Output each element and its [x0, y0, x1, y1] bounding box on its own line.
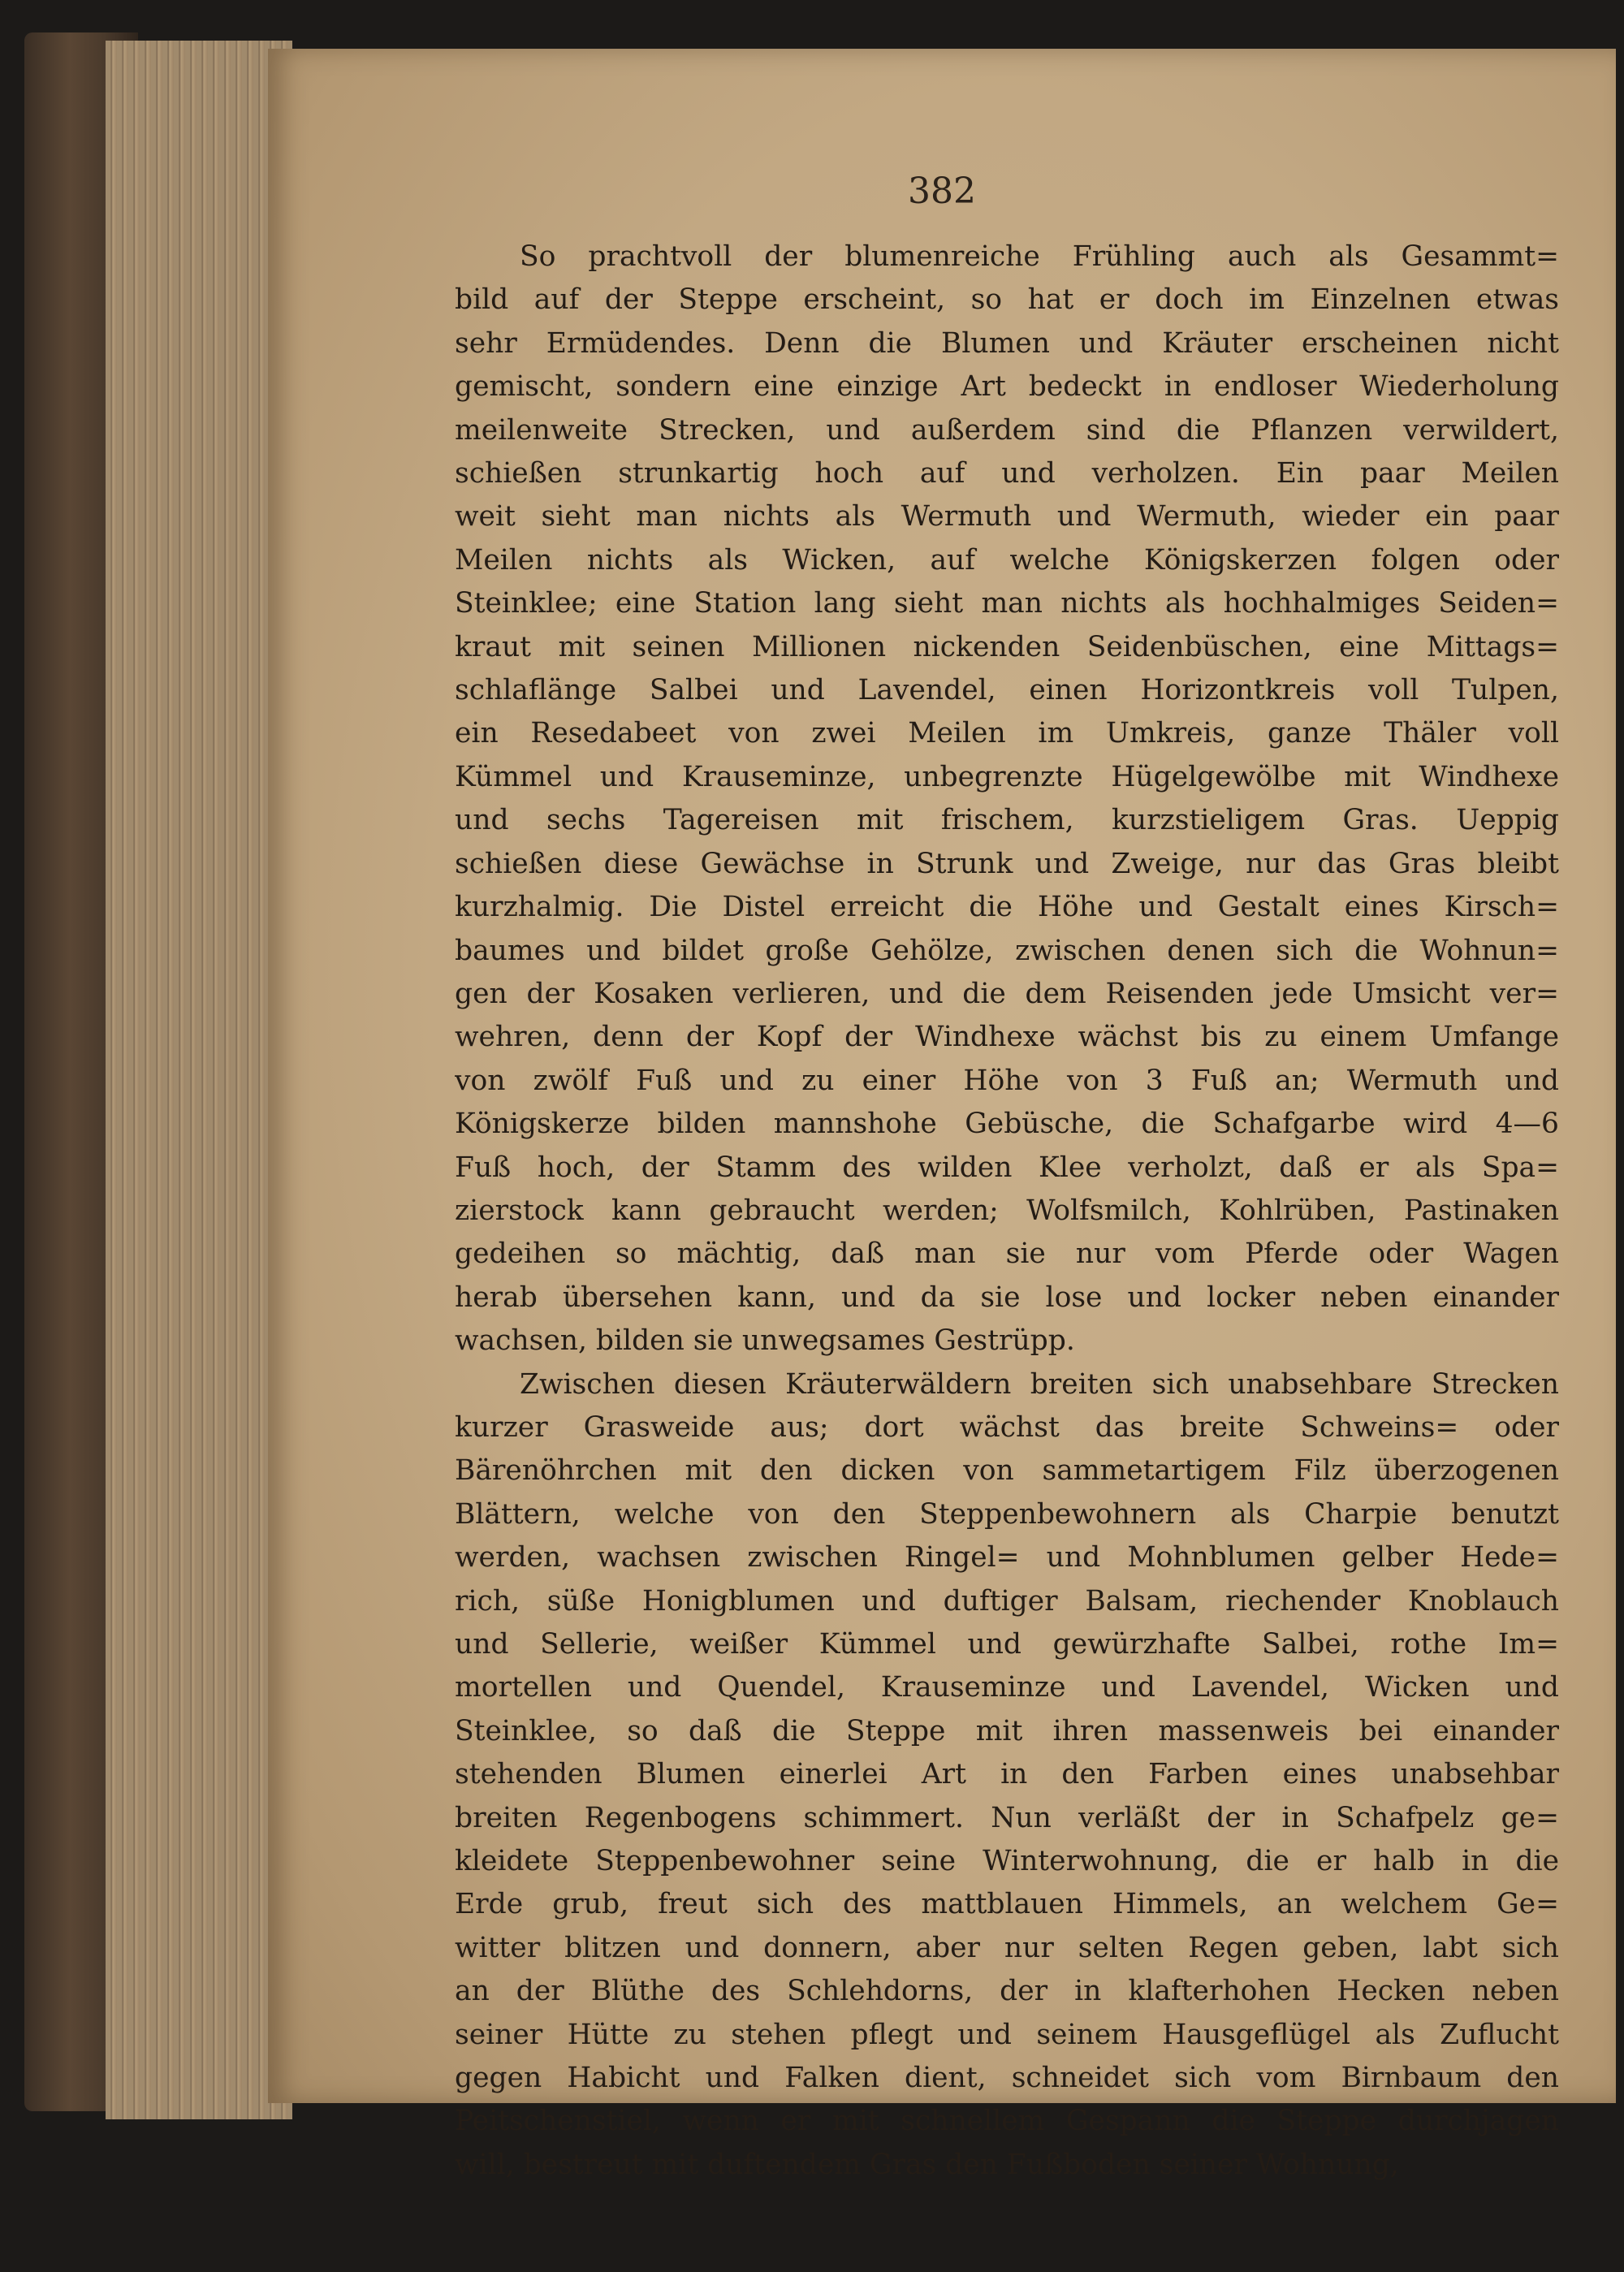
text-line: breiten Regenbogens schimmert. Nun verläßt der in Schafpelz ge= [455, 1801, 1559, 1834]
text-line: kurzhalmig. Die Distel erreicht die Höhe und Gestalt eines Kirsch= [455, 891, 1559, 924]
body-text [455, 235, 1559, 2187]
paragraph [455, 1363, 1559, 2188]
text-line: zierstock kann gebraucht werden; Wolfsmilch, Kohlrüben, Pastinaken [455, 1194, 1559, 1227]
text-line: schießen strunkartig hoch auf und verholzen. Ein paar Meilen [455, 457, 1559, 490]
text-line: kurzer Grasweide aus; dort wächst das breite Schweins= oder [455, 1410, 1559, 1444]
text-line: gegen Habicht und Falken dient, schneidet sich vom Birnbaum den [455, 2062, 1559, 2095]
book-page [268, 49, 1616, 2181]
text-line: schießen diese Gewächse in Strunk und Zweige, nur das Gras bleibt [455, 847, 1559, 880]
text-line: wachsen, bilden sie unwegsames Gestrüpp. [455, 1324, 1075, 1358]
text-line: und Sellerie, weißer Kümmel und gewürzhafte Salbei, rothe Im= [455, 1628, 1559, 1661]
text-line: und sechs Tagereisen mit frischem, kurzstieligem Gras. Ueppig [455, 804, 1559, 837]
text-line: weit sieht man nichts als Wermuth und Wermuth, wieder ein paar [455, 500, 1559, 533]
page-number: 382 [908, 171, 976, 212]
text-line: bild auf der Steppe erscheint, so hat er doch im Einzelnen etwas [455, 283, 1559, 317]
text-line: Kümmel und Krauseminze, unbegrenzte Hügelgewölbe mit Windhexe [455, 760, 1559, 793]
text-line: Blättern, welche von den Steppenbewohnern als Charpie benutzt [455, 1497, 1559, 1531]
page-edges [106, 41, 292, 2119]
text-line: So prachtvoll der blumenreiche Frühling auch als Gesammt= [520, 240, 1559, 273]
text-line: seiner Hütte zu stehen pflegt und seinem Hausgeflügel als Zuflucht [455, 2018, 1559, 2051]
text-line: werden, wachsen zwischen Ringel= und Mohnblumen gelber Hede= [455, 1541, 1559, 1574]
text-line: Steinklee, so daß die Steppe mit ihren massenweis bei einander [455, 1714, 1559, 1747]
text-line: mortellen und Quendel, Krauseminze und Lavendel, Wicken und [455, 1671, 1559, 1704]
text-line: wehren, denn der Kopf der Windhexe wächst bis zu einem Umfange [455, 1021, 1559, 1054]
text-line: Peitschenstiel, wenn er mit schnellem Gespann die Steppe durchjagen [455, 2105, 1559, 2138]
text-line: gen der Kosaken verlieren, und die dem Reisenden jede Umsicht ver= [455, 977, 1559, 1010]
text-line: rich, süße Honigblumen und duftiger Balsam, riechender Knoblauch [455, 1584, 1559, 1618]
text-line: kleidete Steppenbewohner seine Winterwohnung, die er halb in die [455, 1845, 1559, 1878]
text-line: Königskerze bilden mannshohe Gebüsche, die Schafgarbe wird 4—6 [455, 1108, 1559, 1141]
text-line: an der Blüthe des Schlehdorns, der in klafterhohen Hecken neben [455, 1975, 1559, 2008]
text-line: ein Resedabeet von zwei Meilen im Umkreis, ganze Thäler voll [455, 717, 1559, 750]
text-line: gemischt, sondern eine einzige Art bedeckt in endloser Wiederholung [455, 370, 1559, 404]
paragraph [455, 235, 1559, 1363]
text-line: Erde grub, freut sich des mattblauen Himmels, an welchem Ge= [455, 1888, 1559, 1921]
text-line: herab übersehen kann, und da sie lose und locker neben einander [455, 1281, 1559, 1314]
text-line: sehr Ermüdendes. Denn die Blumen und Kräuter erscheinen nicht [455, 326, 1559, 360]
text-line: von zwölf Fuß und zu einer Höhe von 3 Fuß an; Wermuth und [455, 1064, 1559, 1097]
text-line: Steinklee; eine Station lang sieht man nichts als hochhalmiges Seiden= [455, 587, 1559, 620]
text-line: Fuß hoch, der Stamm des wilden Klee verholzt, daß er als Spa= [455, 1151, 1559, 1184]
text-line: Bärenöhrchen mit den dicken von sammetartigem Filz überzogenen [455, 1454, 1559, 1488]
text-line: witter blitzen und donnern, aber nur selten Regen geben, labt sich [455, 1931, 1559, 1964]
text-line: gedeihen so mächtig, daß man sie nur vom Pferde oder Wagen [455, 1238, 1559, 1271]
text-line: baumes und bildet große Gehölze, zwischen denen sich die Wohnun= [455, 934, 1559, 967]
text-line: will, bestreut mit duftendem Gras den Fußboden seiner Wohnung, [455, 2148, 1399, 2181]
text-line: Zwischen diesen Kräuterwäldern breiten sich unabsehbare Strecken [520, 1367, 1559, 1401]
text-line: kraut mit seinen Millionen nickenden Seidenbüschen, eine Mittags= [455, 630, 1559, 663]
text-line: Meilen nichts als Wicken, auf welche Königskerzen folgen oder [455, 543, 1559, 577]
text-line: meilenweite Strecken, und außerdem sind die Pflanzen verwildert, [455, 413, 1559, 447]
text-line: stehenden Blumen einerlei Art in den Farben eines unabsehbar [455, 1758, 1559, 1791]
text-line: schlaflänge Salbei und Lavendel, einen Horizontkreis voll Tulpen, [455, 674, 1559, 707]
